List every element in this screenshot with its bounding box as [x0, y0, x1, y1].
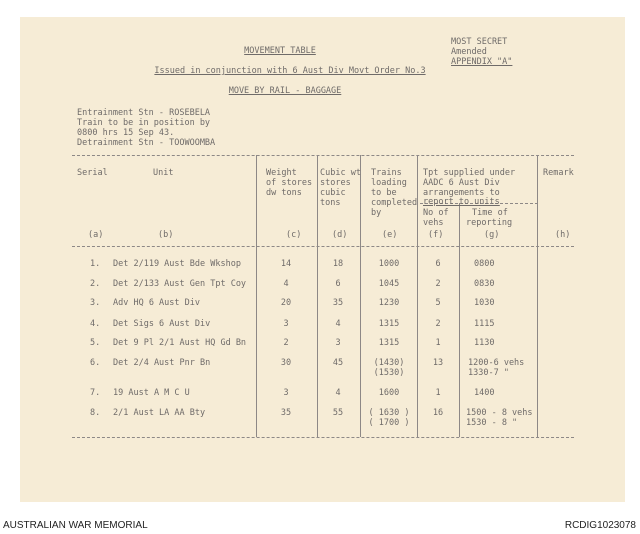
move-type: MOVE BY RAIL - BAGGAGE	[228, 86, 342, 96]
header-trains-2: loading	[371, 178, 407, 188]
row-cubic: 55	[332, 408, 344, 418]
row-cubic: 4	[335, 388, 341, 398]
row-unit: Det Sigs 6 Aust Div	[113, 319, 211, 329]
detrainment-station: Detrainment Stn - TOOWOOMBA	[77, 138, 216, 148]
row-serial: 5.	[90, 338, 101, 348]
row-serial: 6.	[90, 358, 101, 368]
amended-label: Amended	[451, 47, 487, 57]
header-trains-4: completed	[371, 198, 418, 208]
letter-g: (g)	[484, 230, 500, 240]
row-trains: 1600	[378, 388, 400, 398]
train-position-text: Train to be in position by	[77, 118, 211, 128]
row-weight: 35	[280, 408, 292, 418]
row-report: 0830	[474, 279, 495, 289]
col-divider	[256, 155, 257, 437]
row-vehs: 6	[435, 259, 441, 269]
appendix-label: APPENDIX "A"	[451, 57, 513, 67]
row-serial: 7.	[90, 388, 101, 398]
row-trains: 1315	[378, 338, 400, 348]
row-report: 1030	[474, 298, 495, 308]
letter-c: (c)	[286, 230, 302, 240]
row-unit: 2/1 Aust LA AA Bty	[113, 408, 206, 418]
header-time-1: Time of	[472, 208, 508, 218]
letter-f: (f)	[428, 230, 444, 240]
document-subtitle: Issued in conjunction with 6 Aust Div Movt Order No.3	[154, 66, 426, 76]
header-tpt-1: Tpt supplied under	[423, 168, 516, 178]
row-report: 1200-6 vehs	[468, 358, 525, 368]
entrainment-station: Entrainment Stn - ROSEBELA	[77, 108, 211, 118]
header-trains-5: by	[371, 208, 382, 218]
row-cubic: 3	[335, 338, 341, 348]
row-vehs: 1	[435, 388, 441, 398]
header-cubic-2: stores	[320, 178, 351, 188]
row-report: 1400	[474, 388, 495, 398]
row-cubic: 6	[335, 279, 341, 289]
row-serial: 3.	[90, 298, 101, 308]
row-trains: 1230	[378, 298, 400, 308]
document-title: MOVEMENT TABLE	[244, 46, 316, 56]
row-cubic: 4	[335, 319, 341, 329]
row-trains: 1000	[378, 259, 400, 269]
table-header-rule	[72, 246, 574, 247]
header-tpt-3: arrangements to	[423, 188, 500, 198]
row-report: 1115	[474, 319, 495, 329]
row-unit: Det 2/119 Aust Bde Wkshop	[113, 259, 241, 269]
row-weight: 3	[283, 388, 289, 398]
row-weight: 2	[283, 338, 289, 348]
footer-source: AUSTRALIAN WAR MEMORIAL	[3, 520, 148, 531]
header-cubic-1: Cubic wt	[320, 168, 361, 178]
header-serial: Serial	[77, 168, 108, 178]
col-divider	[459, 203, 460, 437]
row-vehs: 16	[432, 408, 444, 418]
header-vehs-2: vehs	[423, 218, 444, 228]
row-vehs: 13	[432, 358, 444, 368]
header-unit: Unit	[153, 168, 174, 178]
train-position-date: 0800 hrs 15 Sep 43.	[77, 128, 175, 138]
row-unit: 19 Aust A M C U	[113, 388, 190, 398]
row-weight: 4	[283, 279, 289, 289]
header-cubic-4: tons	[320, 198, 341, 208]
footer-id: RCDIG1023078	[564, 520, 636, 531]
row-cubic: 45	[332, 358, 344, 368]
row-vehs: 5	[435, 298, 441, 308]
row-trains: (1430)	[373, 358, 405, 368]
row-unit: Det 2/4 Aust Pnr Bn	[113, 358, 211, 368]
letter-d: (d)	[332, 230, 348, 240]
row-trains-2: ( 1700 )	[368, 418, 410, 428]
header-tpt-4: report to units	[423, 197, 500, 207]
row-trains: ( 1630 )	[368, 408, 410, 418]
row-cubic: 35	[332, 298, 344, 308]
header-weight-3: dw tons	[266, 188, 302, 198]
row-report-2: 1330-7 "	[468, 368, 509, 378]
table-bottom-rule	[72, 437, 574, 438]
row-vehs: 2	[435, 279, 441, 289]
header-trains-3: to be	[371, 188, 397, 198]
header-remark: Remark	[543, 168, 574, 178]
row-weight: 30	[280, 358, 292, 368]
header-tpt-2: AADC 6 Aust Div	[423, 178, 500, 188]
classification-label: MOST SECRET	[451, 37, 508, 47]
row-vehs: 2	[435, 319, 441, 329]
header-vehs-1: No of	[423, 208, 449, 218]
header-time-2: reporting	[466, 218, 513, 228]
row-report: 1130	[474, 338, 495, 348]
col-divider	[537, 155, 538, 437]
table-top-rule	[72, 155, 574, 156]
row-trains: 1045	[378, 279, 400, 289]
row-unit: Adv HQ 6 Aust Div	[113, 298, 200, 308]
letter-e: (e)	[382, 230, 398, 240]
row-report: 0800	[474, 259, 495, 269]
row-serial: 4.	[90, 319, 101, 329]
row-serial: 8.	[90, 408, 101, 418]
row-vehs: 1	[435, 338, 441, 348]
letter-a: (a)	[88, 230, 104, 240]
header-trains-1: Trains	[371, 168, 402, 178]
row-weight: 20	[280, 298, 292, 308]
row-serial: 1.	[90, 259, 101, 269]
header-weight-2: of stores	[266, 178, 313, 188]
header-weight-1: Weight	[266, 168, 297, 178]
letter-h: (h)	[555, 230, 571, 240]
row-trains-2: (1530)	[373, 368, 405, 378]
letter-b: (b)	[158, 230, 174, 240]
header-cubic-3: cubic	[320, 188, 346, 198]
row-report: 1500 - 8 vehs	[466, 408, 533, 418]
row-cubic: 18	[332, 259, 344, 269]
row-weight: 14	[280, 259, 292, 269]
row-weight: 3	[283, 319, 289, 329]
row-trains: 1315	[378, 319, 400, 329]
row-unit: Det 2/133 Aust Gen Tpt Coy	[113, 279, 247, 289]
row-report-2: 1530 - 8 "	[466, 418, 518, 428]
row-serial: 2.	[90, 279, 101, 289]
row-unit: Det 9 Pl 2/1 Aust HQ Gd Bn	[113, 338, 247, 348]
